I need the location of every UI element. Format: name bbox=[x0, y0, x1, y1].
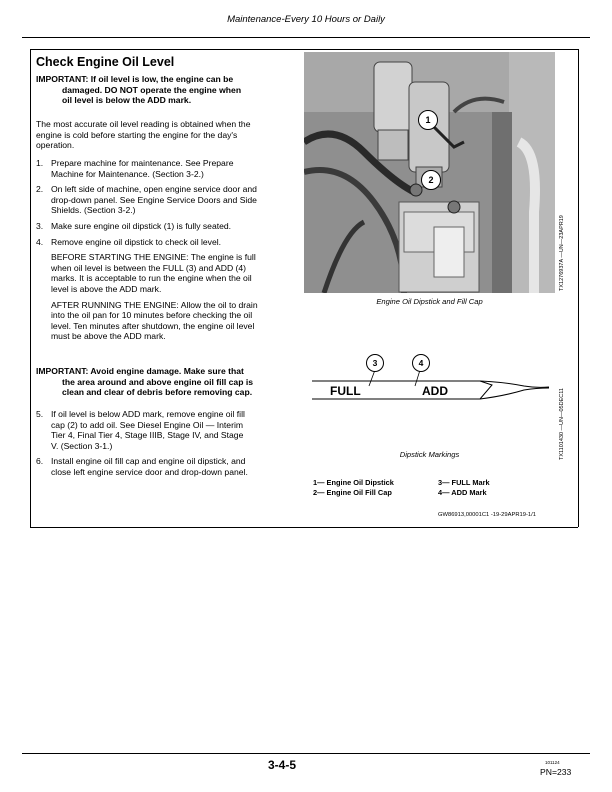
full-mark-label: FULL bbox=[330, 384, 361, 398]
figure2-caption: Dipstick Markings bbox=[399, 450, 460, 459]
important-notice-1: IMPORTANT: If oil level is low, the engine can be damaged. DO NOT operate the engine when oil level is below the ADD mark. bbox=[36, 74, 242, 106]
callout-1: 1 bbox=[418, 110, 438, 130]
legend-left bbox=[313, 478, 394, 497]
legend-item-4: 4— ADD Mark bbox=[438, 487, 487, 497]
list-item: 3. Make sure engine oil dipstick (1) is fully seated. bbox=[36, 220, 232, 231]
footer-small-code: 101124 bbox=[545, 760, 560, 765]
list-item: 5. If oil level is below ADD mark, remove engine oil fill cap (2) to add oil. See Diesel Engine Oil — Interim Tier 4, Final Tier 4, Stage IIIB, Stage IV, and Stage V. (Section 3-1.) bbox=[36, 409, 245, 451]
engine-photo bbox=[304, 52, 555, 293]
section-top-rule bbox=[30, 49, 578, 50]
page-number: 3-4-5 bbox=[268, 758, 297, 772]
footer-rule bbox=[22, 753, 590, 754]
add-mark-label: ADD bbox=[422, 384, 448, 398]
list-item: 6. Install engine oil fill cap and engine oil dipstick, and close left engine service door and drop-down panel. bbox=[36, 456, 248, 477]
important-notice-2: IMPORTANT: Avoid engine damage. Make sure that the area around and above engine oil fill cap is clean and clear of debris before removing cap. bbox=[36, 366, 254, 398]
legend-item-1: 1— Engine Oil Dipstick bbox=[313, 478, 394, 487]
legend-item-2: 2— Engine Oil Fill Cap bbox=[313, 487, 392, 497]
callout-2: 2 bbox=[421, 170, 441, 190]
legend-item-3: 3— FULL Mark bbox=[438, 478, 490, 487]
callout-3: 3 bbox=[366, 354, 384, 372]
list-item: 1. Prepare machine for maintenance. See Prepare Machine for Maintenance. (Section 3-2.) bbox=[36, 158, 234, 179]
list-item: 4. Remove engine oil dipstick to check oil level. bbox=[36, 236, 222, 247]
section-right-rule bbox=[578, 49, 579, 527]
figure1-id: TX1276937A —UN—23APR19 bbox=[559, 215, 565, 291]
before-starting-paragraph: BEFORE STARTING THE ENGINE: The engine is full when oil level is between the FULL (3) and ADD (4) marks. It is acceptable to run the engine when the oil level is above the ADD mark. bbox=[51, 252, 256, 294]
section-left-rule bbox=[30, 49, 31, 527]
legend-right bbox=[438, 478, 490, 497]
part-number: PN=233 bbox=[540, 767, 572, 777]
figure1-caption: Engine Oil Dipstick and Fill Cap bbox=[376, 297, 483, 306]
steps-list-2 bbox=[36, 409, 298, 478]
dipstick-diagram bbox=[304, 352, 555, 412]
callout-4: 4 bbox=[412, 354, 430, 372]
running-header: Maintenance-Every 10 Hours or Daily bbox=[227, 14, 385, 25]
figure2-id: TX1101430 —UN—05DEC11 bbox=[559, 388, 565, 460]
after-running-paragraph: AFTER RUNNING THE ENGINE: Allow the oil to drain into the oil pan for 10 minutes before checking the oil level. Ten minutes after shutdown, the engine oil level must be above the ADD mark. bbox=[51, 299, 258, 342]
intro-paragraph: The most accurate oil level reading is obtained when the engine is cold before starting the engine for the day's operation. bbox=[36, 119, 251, 151]
reference-code: GW86913,00001C1 -19-29APR19-1/1 bbox=[438, 512, 536, 518]
section-title: Check Engine Oil Level bbox=[36, 55, 175, 69]
list-item: 2. On left side of machine, open engine service door and drop-down panel. See Engine Service Doors and Side Shields. (Section 3-2.) bbox=[36, 184, 257, 216]
section-bottom-rule bbox=[30, 527, 578, 528]
header-rule bbox=[22, 37, 590, 38]
steps-list bbox=[36, 158, 298, 342]
